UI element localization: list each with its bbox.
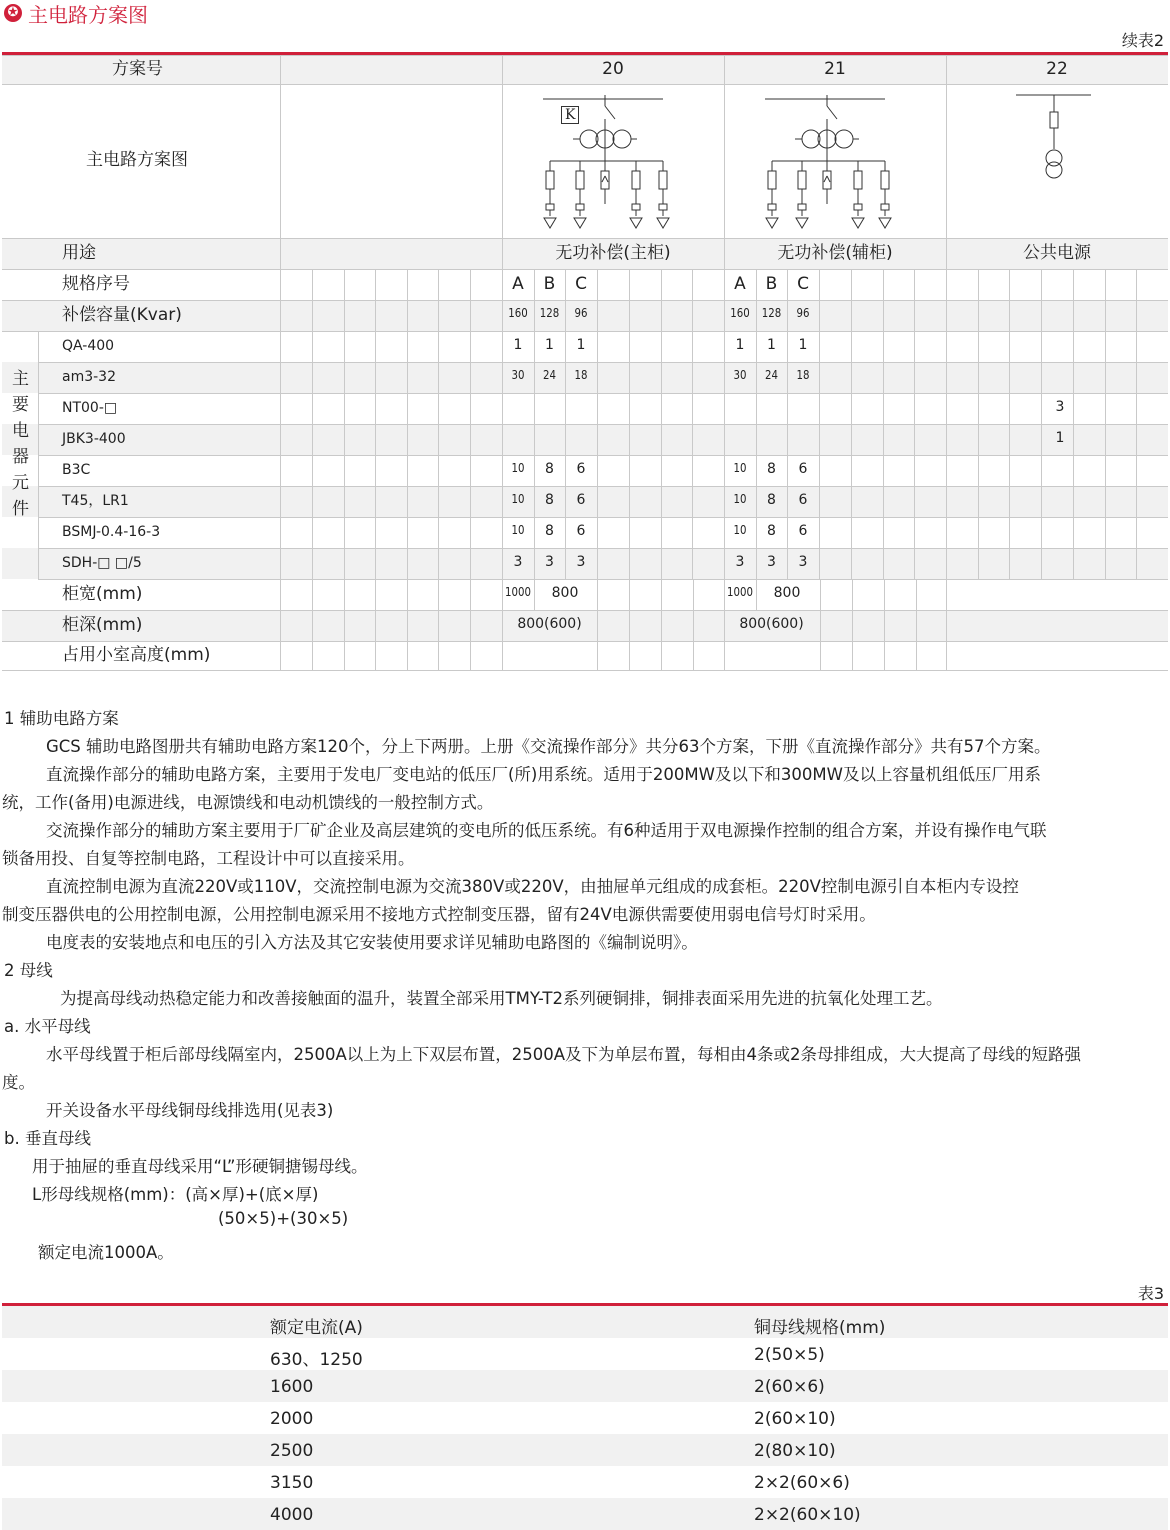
component-value: 8 [545,460,554,477]
paragraph: 为提高母线动热稳定能力和改善接触面的温升，装置全部采用TMY-T2系列硬铜排，铜排表面采用先进的抗氧化处理工艺。 [60,989,943,1008]
depth-label: 柜深(mm) [62,614,143,635]
component-value: 8 [767,522,776,539]
component-value: 6 [798,522,808,539]
column-divider [819,269,820,579]
column-divider [724,55,725,670]
row-divider [38,548,1168,549]
cabinet-width-value: 800 [551,584,579,601]
component-value: 30 [733,367,747,382]
component-value: 1 [545,336,554,353]
spec-id: C [797,273,809,294]
column-divider [946,55,947,670]
column-divider [38,331,39,579]
scheme-label: 方案号 [112,58,163,79]
component-value: 24 [765,367,778,382]
component-value: 30 [511,367,525,382]
column-divider [1041,269,1042,579]
cabinet-width-value: 800 [773,584,801,601]
cabinet-width-value: 1000 [727,584,753,599]
component-value: 1 [767,336,776,353]
capacity-value: 160 [730,305,750,320]
table3-cell: 4000 [270,1505,314,1525]
component-group-label-char: 要 [12,395,29,415]
circuit-diagram-icon [523,86,703,236]
column-divider [375,269,376,579]
component-value: 1 [798,336,808,353]
row-divider [2,238,1168,239]
component-value: 10 [511,491,525,506]
column-divider [661,579,662,670]
component-value: 1 [576,336,586,353]
row-divider [2,641,1168,642]
paragraph: 电度表的安装地点和电压的引入方法及其它安装使用要求详见辅助电路图的《编制说明》。 [46,933,698,952]
column-divider [629,269,630,579]
circuit-diagram-icon [745,86,925,236]
paragraph: L形母线规格(mm)：(高×厚)+(底×厚) [32,1185,319,1204]
component-name: BSMJ-0.4-16-3 [62,523,161,540]
component-name: NT00-□ [62,399,118,416]
paragraph: 开关设备水平母线铜母线排选用(见表3) [46,1101,334,1120]
paragraph: 统，工作(备用)电源进线，电源馈线和电动机馈线的一般控制方式。 [2,793,494,812]
table3-label: 表3 [1137,1284,1164,1303]
column-divider [502,269,503,579]
spec-label: 规格序号 [62,273,130,294]
paragraph: 度。 [2,1073,35,1092]
capacity-value: 128 [539,305,560,320]
diagram-label: 主电路方案图 [86,150,188,170]
table3-cell: 2(80×10) [754,1441,836,1461]
column-divider [820,579,821,670]
table-continued-label: 续表2 [1121,31,1164,50]
column-divider [1073,269,1074,579]
scheme-number: 22 [1046,58,1068,79]
row-divider [38,579,1168,580]
spec-id: B [765,273,778,294]
column-divider [280,55,281,670]
table-row [2,1370,1168,1402]
component-value: 6 [798,460,808,477]
cabinet-depth-value: 800(600) [517,615,582,632]
component-group-label-char: 器 [12,447,29,467]
section-title: 主电路方案图 [28,2,148,27]
spec-id: C [575,273,587,294]
capacity-value: 160 [508,305,528,320]
subsection-a-title: a. 水平母线 [4,1017,91,1036]
row-divider [2,300,1168,301]
spec-id: A [734,273,746,294]
column-divider [470,579,471,670]
component-value: 3 [513,553,523,570]
paragraph: 制变压器供电的公用控制电源，公用控制电源采用不接地方式控制变压器，留有24V电源供需要使用弱电信号灯时采用。 [2,905,876,924]
star-icon: ✪ [4,4,22,22]
paragraph: 直流操作部分的辅助电路方案，主要用于发电厂变电站的低压厂(所)用系统。适用于200MW及以下和300MW及以上容量机组低压厂用系 [46,765,1041,784]
table-row [2,1402,1168,1434]
component-value: 6 [576,491,586,508]
column-divider [438,579,439,670]
row-divider [2,670,1168,671]
component-name: QA-400 [62,337,115,354]
column-divider [661,269,662,579]
row-divider [38,455,1168,456]
component-value: 3 [767,553,776,570]
table-row-band [2,421,1168,455]
component-value: 1 [513,336,523,353]
table3-header-row [2,1306,1168,1338]
column-divider [312,269,313,579]
component-value: 3 [545,553,554,570]
paragraph: 用于抽屉的垂直母线采用“L”形硬铜搪锡母线。 [32,1157,368,1176]
paragraph: 交流操作部分的辅助方案主要用于厂矿企业及高层建筑的变电所的低压系统。有6种适用于双电源操作控制的组合方案，并设有操作电气联 [46,821,1047,840]
section-2-title: 2 母线 [4,961,53,980]
component-value: 3 [576,553,586,570]
row-divider [38,393,1168,394]
column-divider [978,269,979,579]
column-divider [1105,269,1106,579]
column-divider [914,269,915,579]
paragraph: GCS 辅助电路图册共有辅助电路方案120个，分上下两册。上册《交流操作部分》共分63个方案，下册《直流操作部分》共有57个方案。 [46,737,1051,756]
width-label: 柜宽(mm) [62,583,143,604]
table3-cell: 2(60×6) [754,1377,825,1397]
column-divider [344,269,345,579]
component-value: 6 [576,522,586,539]
column-divider [1136,269,1137,579]
component-value: 10 [511,460,525,475]
column-divider [1009,269,1010,579]
paragraph: (50×5)+(30×5) [218,1209,349,1228]
capacity-label: 补偿容量(Kvar) [62,304,182,325]
component-value: 8 [767,491,776,508]
usage-value: 公共电源 [1023,242,1091,263]
column-divider [344,579,345,670]
usage-value: 无功补偿(辅柜) [777,242,893,263]
row-divider [2,269,1168,270]
table3-cell: 2500 [270,1441,314,1461]
paragraph: 直流控制电源为直流220V或110V，交流控制电源为交流380V或220V，由抽屉单元组成的成套柜。220V控制电源引自本柜内专设控 [46,877,1019,896]
column-divider [597,579,598,670]
column-divider [407,579,408,670]
table3-cell: 2×2(60×10) [754,1505,861,1525]
component-value: 18 [796,367,810,382]
component-name: B3C [62,461,91,478]
scheme-number: 20 [602,58,624,79]
paragraph: 锁备用投、自复等控制电路，工程设计中可以直接采用。 [2,849,415,868]
spec-id: B [543,273,556,294]
component-value: 1 [735,336,745,353]
component-value: 10 [733,460,747,475]
capacity-value: 96 [574,305,588,320]
cabinet-width-value: 1000 [505,584,531,599]
column-divider [375,579,376,670]
row-divider [38,362,1168,363]
column-divider [883,269,884,579]
table-row [2,1498,1168,1530]
component-group-label-char: 元 [12,473,29,493]
table3-cell: 2000 [270,1409,314,1429]
table3-header-cell: 铜母线规格(mm) [754,1318,886,1338]
column-divider [852,579,853,670]
component-value: 10 [733,522,747,537]
capacity-value: 96 [796,305,810,320]
column-divider [884,579,885,670]
component-value: 8 [545,522,554,539]
capacity-value: 128 [761,305,782,320]
component-value: 3 [798,553,808,570]
column-divider [851,269,852,579]
table-row [2,1338,1168,1370]
table3-cell: 630、1250 [270,1350,363,1370]
height-label: 占用小室高度(mm) [62,644,211,665]
row-divider [38,486,1168,487]
component-name: T45，LR1 [62,492,129,509]
column-divider [438,269,439,579]
component-value: 3 [1055,398,1065,415]
scheme-number: 21 [824,58,846,79]
component-value: 6 [798,491,808,508]
component-value: 24 [543,367,556,382]
component-group-label-char: 件 [12,499,29,519]
component-value: 10 [511,522,525,537]
table3-cell: 2(50×5) [754,1345,825,1365]
row-divider [2,84,1168,85]
component-value: 1 [1055,429,1065,446]
column-divider [470,269,471,579]
table3-cell: 3150 [270,1473,314,1493]
table-row [2,1434,1168,1466]
table3-cell: 2×2(60×6) [754,1473,850,1493]
row-divider [38,517,1168,518]
subsection-b-title: b. 垂直母线 [4,1129,91,1148]
column-divider [692,269,693,579]
main-circuit-table [0,0,1170,680]
column-divider [312,579,313,670]
paragraph: 额定电流1000A。 [38,1243,174,1262]
row-divider [2,55,1168,56]
transformer-diagram-icon [996,86,1116,196]
section-1-title: 1 辅助电路方案 [4,709,119,728]
component-value: 18 [574,367,588,382]
table3-cell: 1600 [270,1377,314,1397]
component-group-label-char: 主 [12,369,29,389]
column-divider [916,579,917,670]
paragraph: 水平母线置于柜后部母线隔室内，2500A以上为上下双层布置，2500A及下为单层布置，每相由4条或2条母排组成，大大提高了母线的短路强 [46,1045,1082,1064]
component-name: SDH-□ □/5 [62,554,142,571]
component-value: 8 [545,491,554,508]
component-value: 8 [767,460,776,477]
column-divider [597,269,598,579]
column-divider [693,579,694,670]
component-value: 6 [576,460,586,477]
component-value: 10 [733,491,747,506]
component-name: JBK3-400 [62,430,126,447]
row-divider [2,610,1168,611]
cabinet-depth-value: 800(600) [739,615,804,632]
spec-id: A [512,273,524,294]
row-divider [2,331,1168,332]
k-symbol: K [561,106,579,124]
table3-header-cell: 额定电流(A) [270,1318,363,1338]
column-divider [407,269,408,579]
usage-label: 用途 [62,242,96,263]
usage-value: 无功补偿(主柜) [555,242,671,263]
table3-cell: 2(60×10) [754,1409,836,1429]
component-group-label-char: 电 [12,421,29,441]
component-value: 3 [735,553,745,570]
component-name: am3-32 [62,368,116,385]
column-divider [629,579,630,670]
table-row [2,1466,1168,1498]
row-divider [38,424,1168,425]
